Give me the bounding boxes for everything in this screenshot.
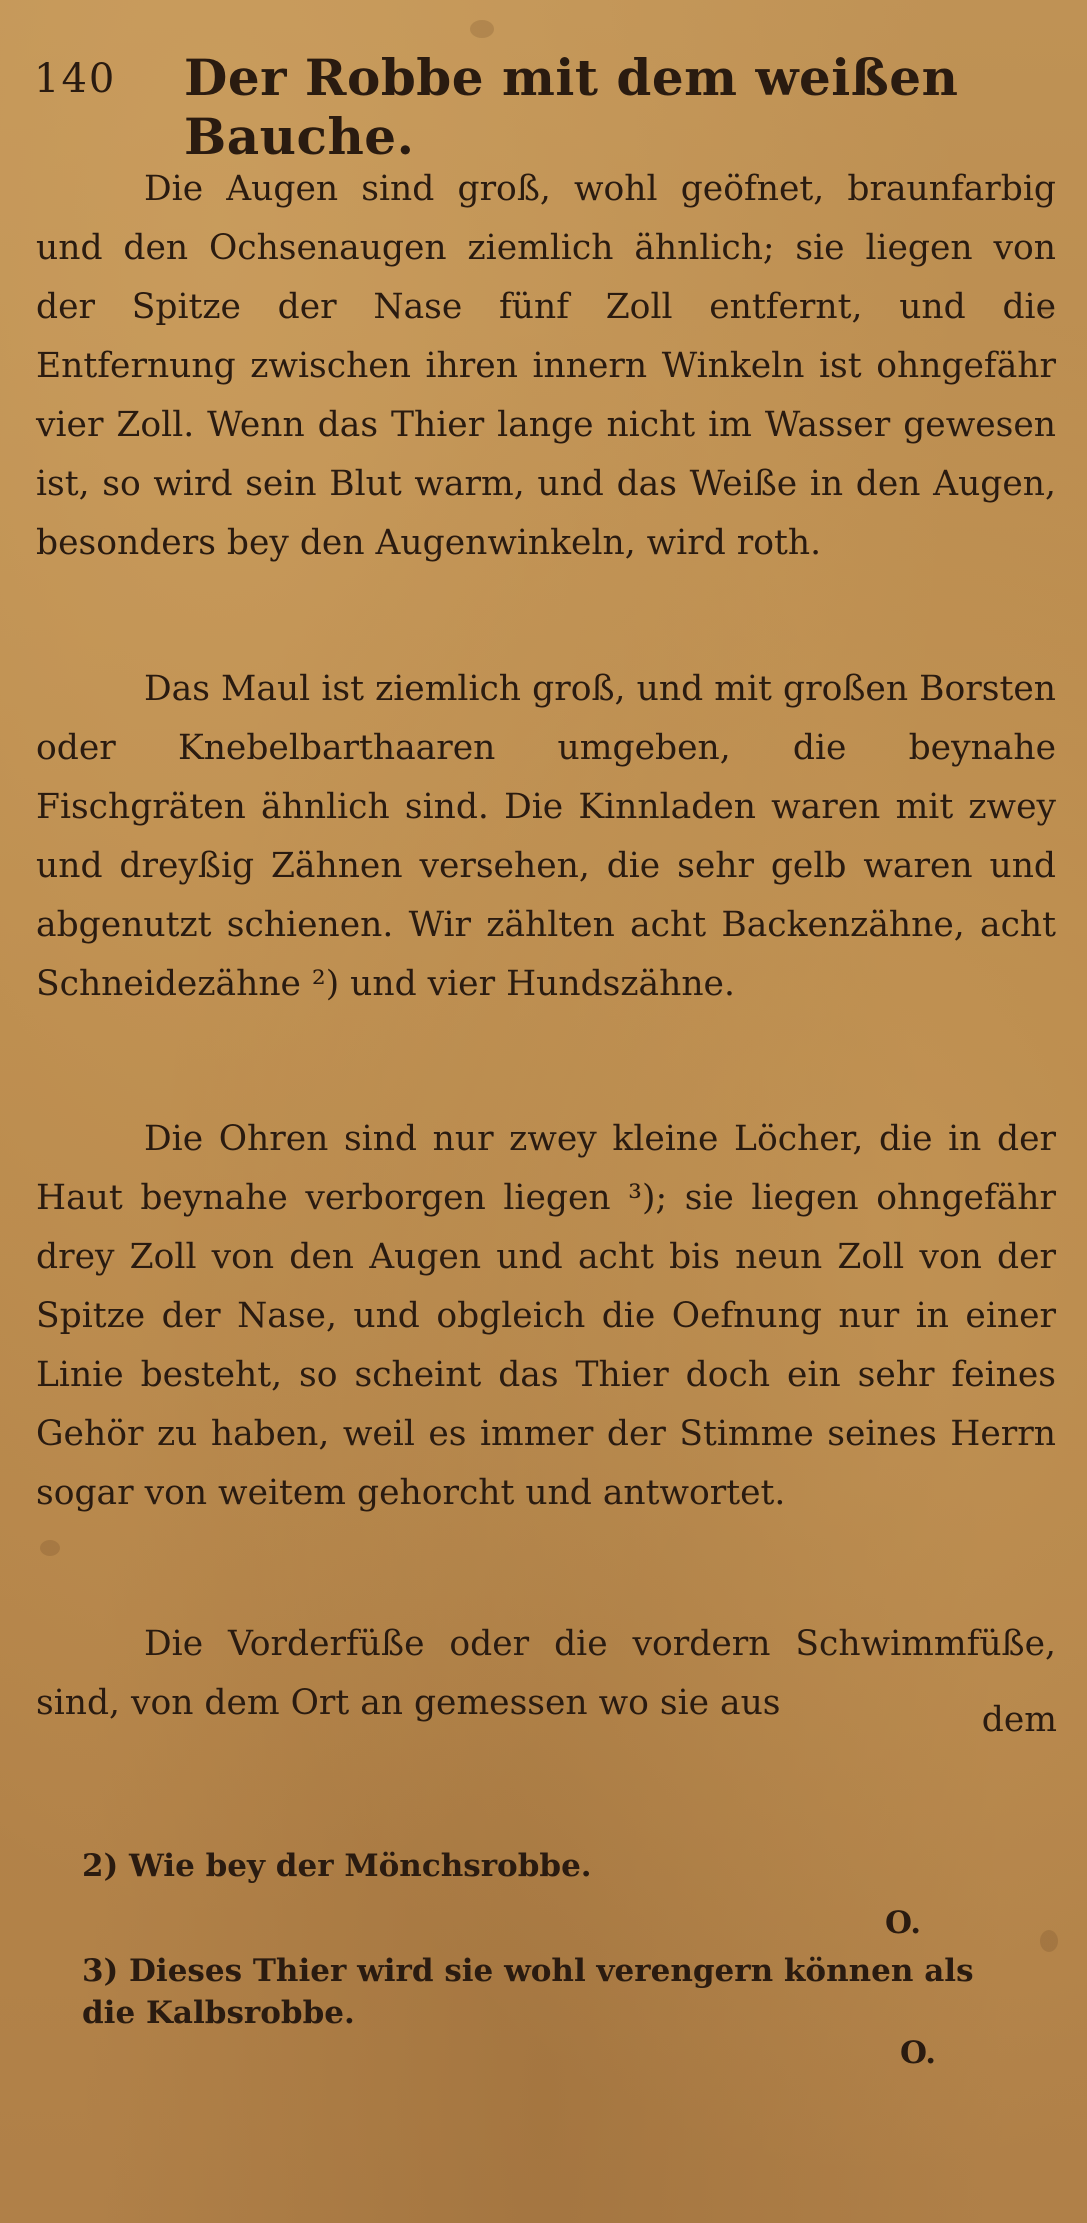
paragraph: Die Vorderfüße oder die vordern Schwimmfüße, sind, von dem Ort an gemessen wo sie aus — [36, 1624, 1056, 1723]
paragraph: Die Augen sind groß, wohl geöfnet, braunfarbig und den Ochsenaugen ziemlich ähnlich; sie liegen von der Spitze der Nase fünf Zoll entfernt, und die Entfernung zwischen ihren innern Winkeln ist ohngefähr vier Zoll. Wenn das Thier lange nicht im Wasser gewesen ist, so wird sein Blut warm, und das Weiße in den Augen, besonders bey den Augenwinkeln, wird roth. — [36, 169, 1056, 563]
page-number: 140 — [34, 56, 117, 102]
catchword: dem — [981, 1700, 1057, 1740]
footnote-signature: O. — [900, 2035, 936, 2071]
footnote: 2) Wie bey der Mönchsrobbe. — [82, 1848, 592, 1884]
footnote: 3) Dieses Thier wird sie wohl verengern können als die Kalbsrobbe. — [82, 1953, 974, 2031]
paper-stain — [1040, 1930, 1058, 1952]
paper-stain — [40, 1540, 60, 1556]
running-head — [34, 40, 1054, 166]
footnote-signature: O. — [885, 1905, 921, 1941]
paragraph: Die Ohren sind nur zwey kleine Löcher, die in der Haut beynahe verborgen liegen ³); sie liegen ohngefähr drey Zoll von den Augen und acht bis neun Zoll von der Spitze der Nase, und obgleich die Oefnung nur in einer Linie besteht, so scheint das Thier doch ein sehr feines Gehör zu haben, weil es immer der Stimme seines Herrn sogar von weitem gehorcht und antwortet. — [36, 1119, 1056, 1513]
running-title: Der Robbe mit dem weißen Bauche. — [184, 48, 959, 166]
paragraph: Das Maul ist ziemlich groß, und mit großen Borsten oder Knebelbarthaaren umgeben, die beynahe Fischgräten ähnlich sind. Die Kinnladen waren mit zwey und dreyßig Zähnen versehen, die sehr gelb waren und abgenutzt schienen. Wir zählten acht Backenzähne, acht Schneidezähne ²) und vier Hundszähne. — [36, 669, 1056, 1004]
paper-stain — [470, 20, 494, 38]
